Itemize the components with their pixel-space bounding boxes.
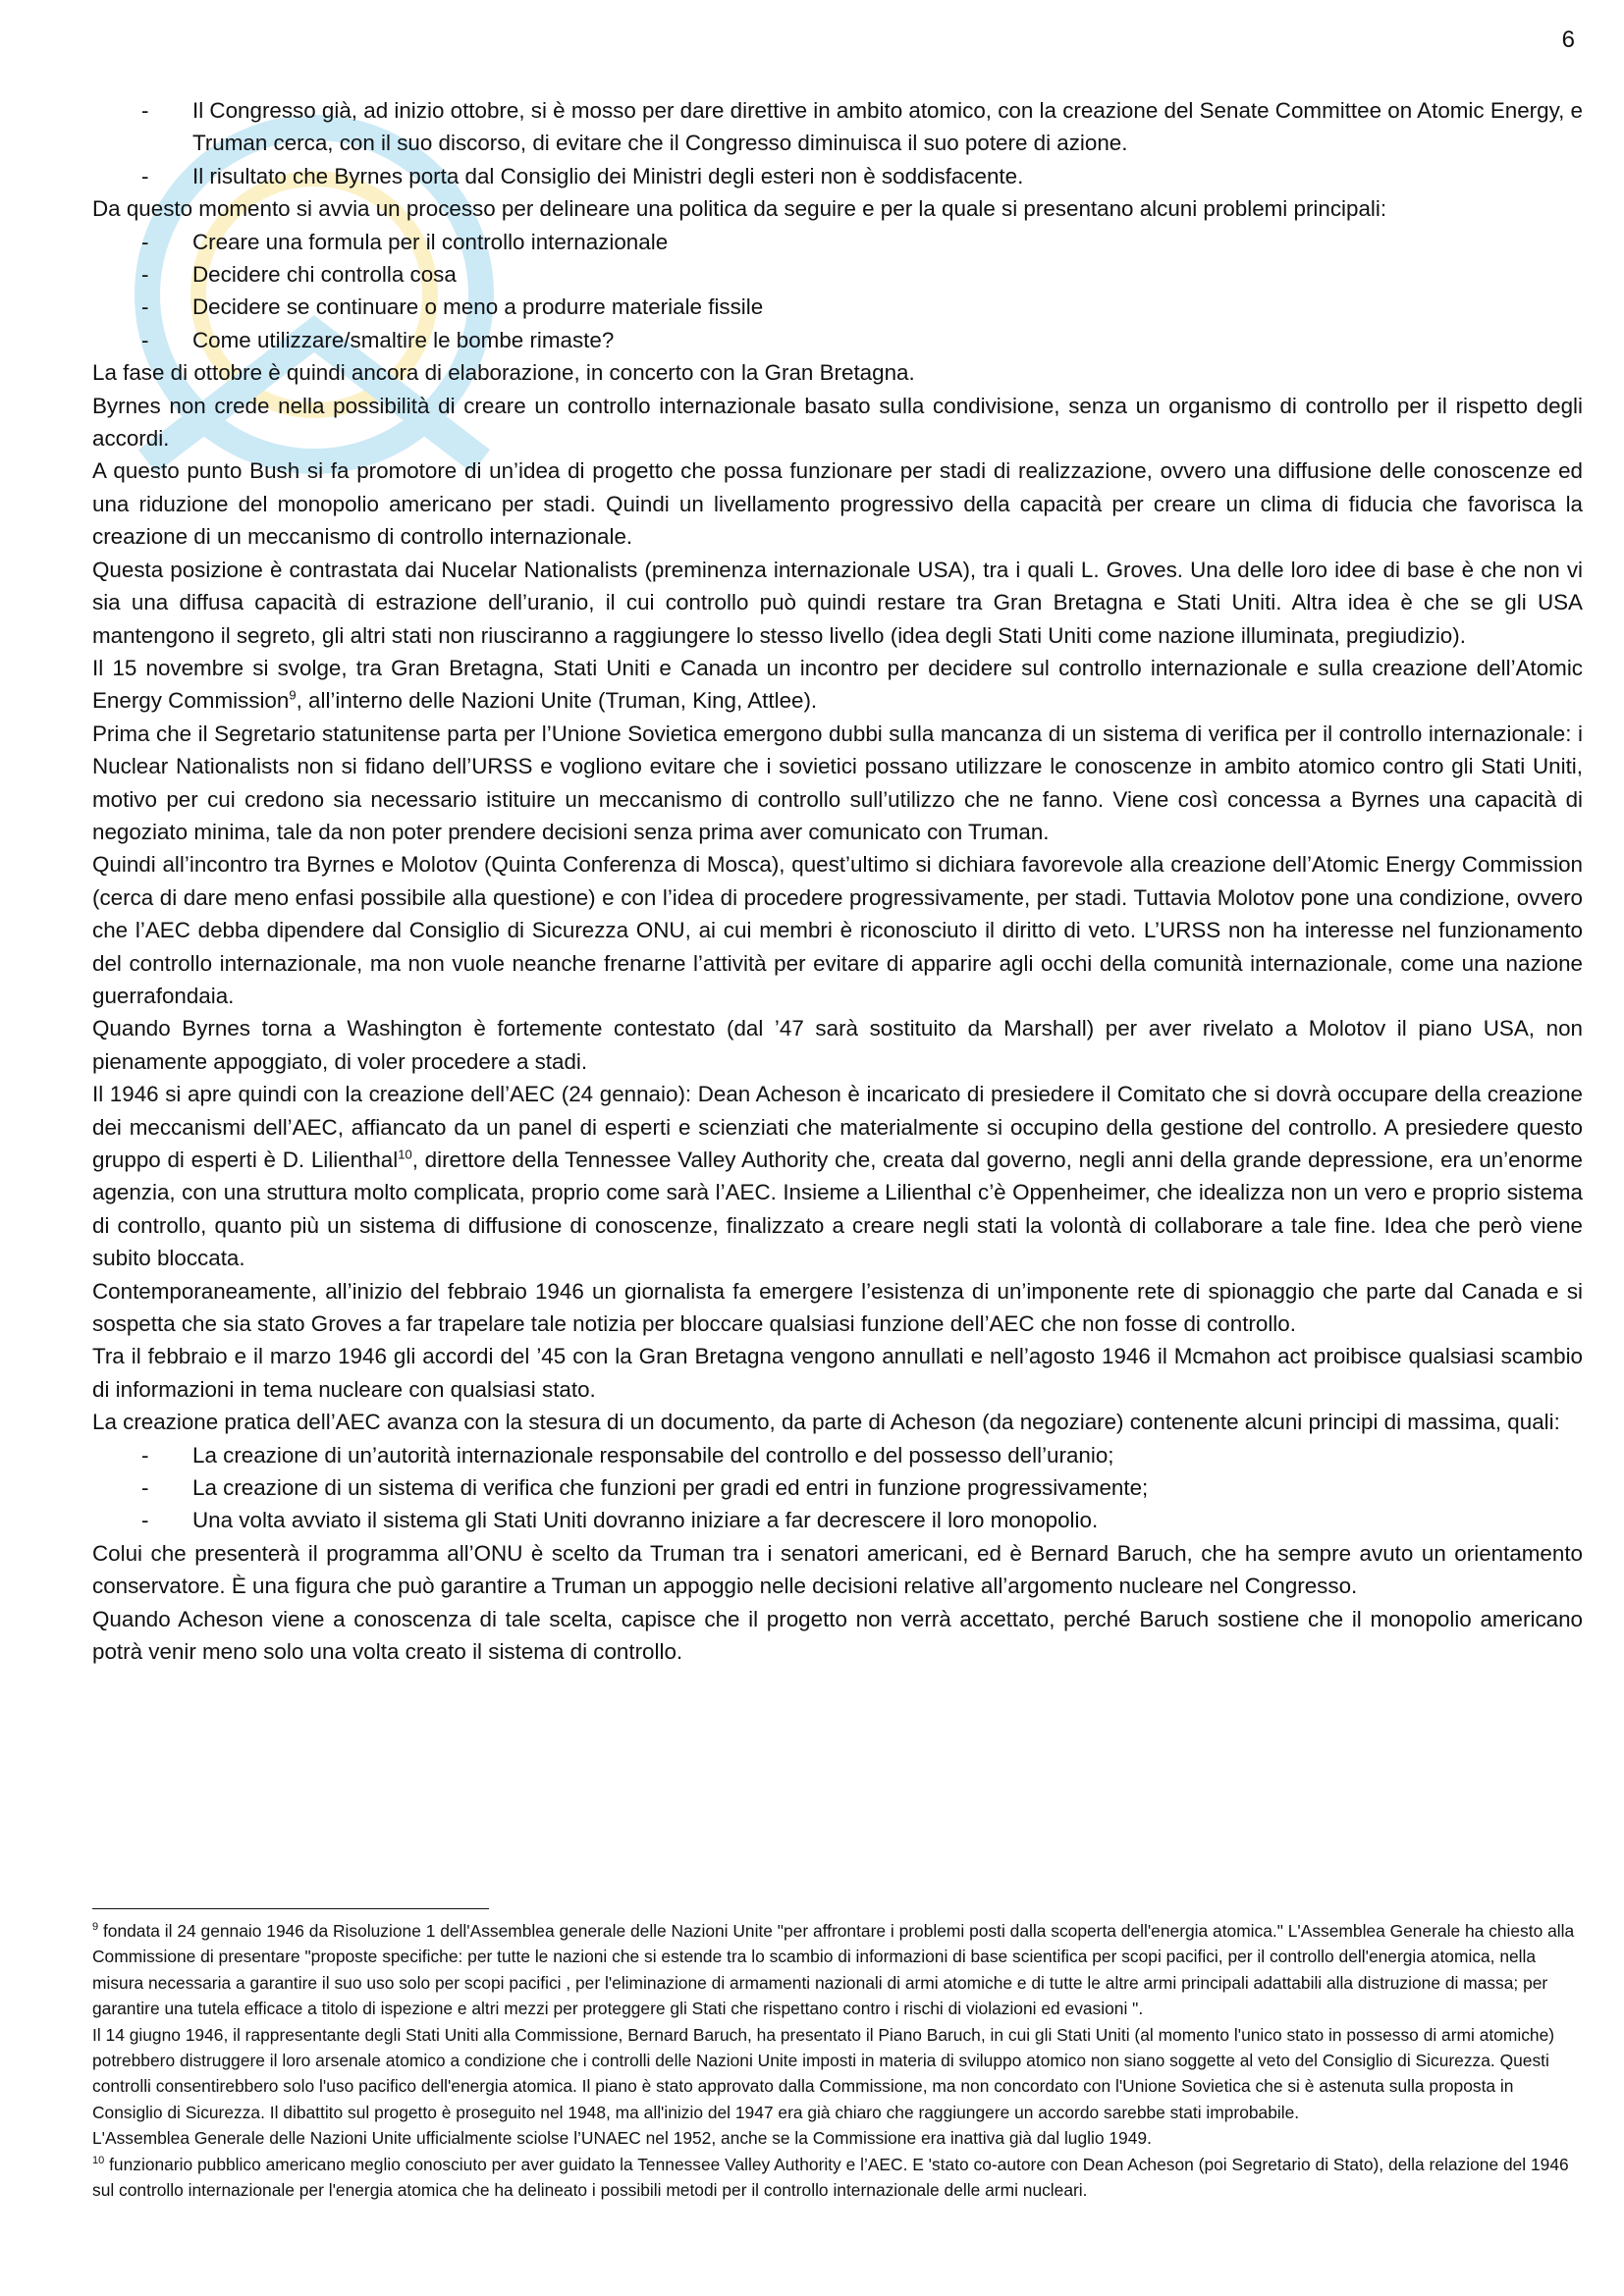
paragraph: Tra il febbraio e il marzo 1946 gli accordi del ’45 con la Gran Bretagna vengono annullati e nell’agosto 1946 il Mcmahon act proibisce qualsiasi scambio di informazioni in tema nucleare con qualsiasi stato. [92, 1344, 1583, 1402]
footnote-ref-9: 9 [289, 687, 297, 703]
paragraph: A questo punto Bush si fa promotore di un’idea di progetto che possa funzionare per stadi di realizzazione, ovvero una diffusione delle conoscenze ed una riduzione del monopolio americano per stadi. Quindi un livellamento progressivo della capacità per creare un clima di fiducia che favorisca la creazione di un meccanismo di controllo internazionale. [92, 458, 1583, 550]
paragraph: La creazione pratica dell’AEC avanza con la stesura di un documento, da parte di Acheson (da negoziare) contenente alcuni principi di massima, quali: [92, 1410, 1560, 1435]
paragraph: Quando Acheson viene a conoscenza di tale scelta, capisce che il progetto non verrà accettato, perché Baruch sostiene che il monopolio americano potrà venir meno solo una volta creato il sistema di controllo. [92, 1606, 1583, 1665]
footnote-ref-10: 10 [398, 1147, 412, 1162]
list-item: - Come utilizzare/smaltire le bombe rimaste? [92, 324, 1583, 356]
list-item: - Il Congresso già, ad inizio ottobre, si è mosso per dare direttive in ambito atomico, con la creazione del Senate Committee on Atomic Energy, e Truman cerca, con il suo discorso, di evitare che il Congresso diminuisca il suo potere di azione. [92, 94, 1583, 160]
bullet-list-3 [92, 1439, 1583, 1537]
paragraph: Il 1946 si apre quindi con la creazione dell’AEC (24 gennaio): Dean Acheson è incaricato di presiedere il Comitato che si dovrà occupare della creazione dei meccanismi dell’AEC, affiancato da un panel di esperti e scienziati che materialmente si occupino della gestione del controllo. A presiedere questo gruppo di esperti è D. Lilienthal$^{10}$, direttore della Tennessee Valley Authority che, creata dal governo, negli anni della grande depressione, era un’enorme agenzia, con una struttura molto complicata, proprio come sarà l’AEC. Insieme a Lilienthal c’è Oppenheimer, che idealizza non un vero e proprio sistema di controllo, quanto più un sistema di diffusione di conoscenze, finalizzato a creare negli stati la volontà di collaborare a tale fine. Idea che però viene subito bloccata. [92, 1082, 1583, 1271]
paragraph: Colui che presenterà il programma all’ONU è scelto da Truman tra i senatori americani, ed è Bernard Baruch, che ha sempre avuto un orientamento conservatore. È una figura che può garantire a Truman un appoggio nelle decisioni relative all’argomento nucleare nel Congresso. [92, 1540, 1583, 1599]
footnote-9-continued: Il 14 giugno 1946, il rappresentante degli Stati Uniti alla Commissione, Bernard Baruch, ha presentato il Piano Baruch, in cui gli Stati Uniti (al momento l'unico stato in possesso di armi atomiche) potrebbero distruggere il loro arsenale atomico a condizione che i controlli delle Nazioni Unite imposti in materia di sviluppo atomico non siano soggette al veto del Consiglio di Sicurezza. Questi controlli consentirebbero solo l'uso pacifico dell'energia atomica. Il piano è stato approvato dalla Commissione, ma non concordato con l'Unione Sovietica che si è astenuta sulla proposta in Consiglio di Sicurezza. Il dibattito sul progetto è proseguito nel 1948, ma all'inizio del 1947 era già chiaro che raggiungere un accordo sarebbe stati improbabile. [92, 2024, 1555, 2122]
bullet-list-1 [92, 94, 1583, 192]
dash-bullet: - [141, 229, 149, 254]
footnote-9-continued: L'Assemblea Generale delle Nazioni Unite ufficialmente sciolse l’UNAEC nel 1952, anche se la Commissione era inattiva già dal luglio 1949. [92, 2128, 1152, 2149]
paragraph: La fase di ottobre è quindi ancora di elaborazione, in concerto con la Gran Bretagna. [92, 360, 915, 386]
list-item: - Creare una formula per il controllo internazionale [92, 226, 1583, 258]
dash-bullet: - [141, 1475, 149, 1501]
footnote-10: $^{10}$ funzionario pubblico americano meglio conosciuto per aver guidato la Tennessee Valley Authority e l’AEC. E 'stato co-autore con Dean Acheson (poi Segretario di Stato), della relazione del 1946 sul controllo internazionale per l'energia atomica che ha delineato i possibili metodi per il controllo internazionale delle armi nucleari. [92, 2154, 1569, 2201]
paragraph: Quando Byrnes torna a Washington è fortemente contestato (dal ’47 sarà sostituito da Marshall) per aver rivelato a Molotov il piano USA, non pienamente appoggiato, di voler procedere a stadi. [92, 1016, 1583, 1074]
paragraph: Contemporaneamente, all’inizio del febbraio 1946 un giornalista fa emergere l’esistenza di un’imponente rete di spionaggio che parte dal Canada e si sospetta che sia stato Groves a far trapelare tale notizia per bloccare qualsiasi funzione dell’AEC che non fosse di controllo. [92, 1278, 1583, 1337]
footnote-9: $^9$ fondata il 24 gennaio 1946 da Risoluzione 1 dell'Assemblea generale delle Nazioni Unite "per affrontare i problemi posti dalla scoperta dell'energia atomica." L'Assemblea Generale ha chiesto alla Commissione di presentare "proposte specifiche: per tutte le nazioni che si estende tra lo scambio di informazioni di base scientifica per scopi pacifici, per il controllo dell'energia atomica, nella misura necessaria a garantire il suo uso solo per scopi pacifici , per l'eliminazione di armamenti nazionali di armi atomiche e di tutte le altre armi principali adattabili alla distruzione di massa; per garantire una tutela efficace a titolo di ispezione e altri mezzi per proteggere gli Stati che rispettano contro i rischi di violazioni ed evasioni ". [92, 1921, 1575, 2019]
paragraph: Questa posizione è contrastata dai Nucelar Nationalists (preminenza internazionale USA), tra i quali L. Groves. Una delle loro idee di base è che non vi sia una diffusa capacità di estrazione dell’uranio, il cui controllo può quindi restare tra Gran Bretagna e Stati Uniti. Altra idea è che se gli USA mantengono il segreto, gli altri stati non riusciranno a raggiungere lo stesso livello (idea degli Stati Uniti come nazione illuminata, pregiudizio). [92, 557, 1583, 648]
list-item: - Decidere chi controlla cosa [92, 258, 1583, 291]
list-item: - Decidere se continuare o meno a produrre materiale fissile [92, 291, 1583, 323]
dash-bullet: - [141, 163, 149, 188]
dash-bullet: - [141, 1508, 149, 1533]
paragraph: Byrnes non crede nella possibilità di creare un controllo internazionale basato sulla condivisione, senza un organismo di controllo per il rispetto degli accordi. [92, 393, 1583, 452]
dash-bullet: - [141, 98, 149, 123]
list-item: - La creazione di un sistema di verifica che funzioni per gradi ed entri in funzione progressivamente; [92, 1471, 1583, 1504]
paragraph: Prima che il Segretario statunitense parta per l’Unione Sovietica emergono dubbi sulla mancanza di un sistema di verifica per il controllo internazionale: i Nuclear Nationalists non si fidano dell’URSS e vogliono evitare che i sovietici possano utilizzare le conoscenze in ambito atomico contro gli Stati Uniti, motivo per cui credono sia necessario istituire un meccanismo di controllo sull’utilizzo che ne fanno. Viene così concessa a Byrnes una capacità di negoziato minima, tale da non poter prendere decisioni senza prima aver comunicato con Truman. [92, 721, 1583, 844]
list-item: - Il risultato che Byrnes porta dal Consiglio dei Ministri degli esteri non è soddisfacente. [92, 160, 1583, 192]
page-number: 6 [1561, 27, 1575, 53]
bullet-list-2 [92, 226, 1583, 357]
dash-bullet: - [141, 327, 149, 352]
paragraph: Quindi all’incontro tra Byrnes e Molotov (Quinta Conferenza di Mosca), quest’ultimo si dichiara favorevole alla creazione dell’Atomic Energy Commission (cerca di dare meno enfasi possibile alla questione) e con l’idea di procedere progressivamente, per stadi. Tuttavia Molotov pone una condizione, ovvero che l’AEC debba dipendere dal Consiglio di Sicurezza ONU, ai cui membri è riconosciuto il diritto di veto. L’URSS non ha interesse nel funzionamento del controllo internazionale, ma non vuole neanche frenarne l’attività per evitare di apparire agli occhi della comunità internazionale, come una nazione guerrafondaia. [92, 852, 1583, 1008]
list-item: - La creazione di un’autorità internazionale responsabile del controllo e del possesso dell’uranio; [92, 1439, 1583, 1471]
list-item: - Una volta avviato il sistema gli Stati Uniti dovranno iniziare a far decrescere il loro monopolio. [92, 1504, 1583, 1536]
dash-bullet: - [141, 294, 149, 320]
dash-bullet: - [141, 1442, 149, 1468]
paragraph: Il 15 novembre si svolge, tra Gran Bretagna, Stati Uniti e Canada un incontro per decidere sul controllo internazionale e sulla creazione dell’Atomic Energy Commission$^9$, all’interno delle Nazioni Unite (Truman, King, Attlee). [92, 655, 1583, 714]
paragraph: Da questo momento si avvia un processo per delineare una politica da seguire e per la quale si presentano alcuni problemi principali: [92, 196, 1387, 222]
main-text [92, 94, 1583, 1669]
dash-bullet: - [141, 262, 149, 288]
footnotes [92, 1918, 1583, 2203]
footnote-divider [92, 1908, 489, 1909]
